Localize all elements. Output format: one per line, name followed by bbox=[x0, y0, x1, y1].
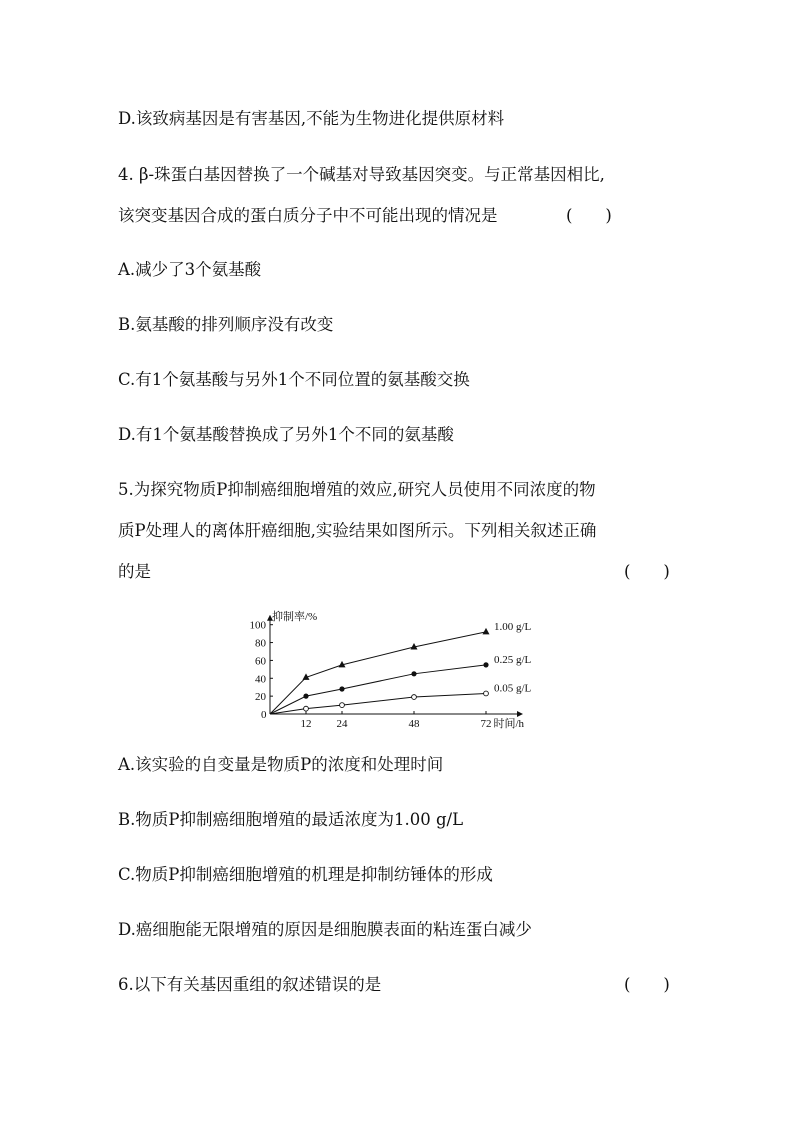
series-label: 0.05 g/L bbox=[494, 682, 532, 695]
data-point-open-circle bbox=[304, 706, 309, 711]
x-tick-label: 48 bbox=[408, 718, 420, 730]
series-label: 1.00 g/L bbox=[494, 620, 532, 633]
q5-option-b: B.物质P抑制癌细胞增殖的最适浓度为1.00 g/L bbox=[118, 810, 464, 829]
x-tick-label: 12 bbox=[300, 718, 312, 730]
origin-label: 0 bbox=[261, 709, 267, 721]
chart-series-lines bbox=[270, 632, 486, 714]
series-line bbox=[270, 665, 486, 714]
data-point-open-circle bbox=[412, 695, 417, 700]
series-line bbox=[270, 632, 486, 714]
data-point-filled-circle bbox=[483, 662, 488, 667]
y-tick-label: 80 bbox=[255, 637, 266, 650]
q4-option-d: D.有1个氨基酸替换成了另外1个不同的氨基酸 bbox=[118, 425, 454, 444]
y-tick-label: 60 bbox=[255, 655, 266, 668]
chart-series-labels bbox=[494, 621, 532, 695]
q4-stem-line2: 该突变基因合成的蛋白质分子中不可能出现的情况是 bbox=[118, 206, 498, 225]
chart-axes bbox=[261, 609, 525, 730]
data-point-filled-circle bbox=[411, 671, 416, 676]
q4-option-c: C.有1个氨基酸与另外1个不同位置的氨基酸交换 bbox=[118, 370, 470, 389]
y-tick-label: 20 bbox=[255, 691, 266, 704]
x-tick-label: 24 bbox=[336, 718, 348, 730]
data-point-open-circle bbox=[340, 703, 345, 708]
inhibition-rate-chart bbox=[235, 600, 565, 735]
data-point-open-circle bbox=[484, 691, 489, 696]
q4-option-a: A.减少了3个氨基酸 bbox=[118, 260, 262, 279]
chart-ticks bbox=[250, 620, 492, 730]
y-axis-label: 抑制率/% bbox=[272, 610, 318, 623]
q5-stem-line1: 5.为探究物质P抑制癌细胞增殖的效应,研究人员使用不同浓度的物 bbox=[118, 480, 596, 499]
data-point-filled-circle bbox=[303, 694, 308, 699]
q5-stem-line3: 的是 bbox=[118, 562, 151, 581]
q3-option-d: D.该致病基因是有害基因,不能为生物进化提供原材料 bbox=[118, 109, 505, 128]
q6-stem: 6.以下有关基因重组的叙述错误的是 bbox=[118, 975, 382, 994]
q5-answer-paren: ( ) bbox=[624, 562, 670, 581]
q4-stem-line1: 4. β-珠蛋白基因替换了一个碱基对导致基因突变。与正常基因相比, bbox=[118, 165, 605, 184]
q5-option-c: C.物质P抑制癌细胞增殖的机理是抑制纺锤体的形成 bbox=[118, 865, 493, 884]
y-tick-label: 40 bbox=[255, 673, 266, 686]
data-point-triangle bbox=[483, 628, 490, 635]
data-point-filled-circle bbox=[339, 686, 344, 691]
q4-answer-paren: ( ) bbox=[566, 206, 612, 225]
q4-option-b: B.氨基酸的排列顺序没有改变 bbox=[118, 315, 334, 334]
q5-stem-line2: 质P处理人的离体肝癌细胞,实验结果如图所示。下列相关叙述正确 bbox=[118, 521, 597, 540]
series-label: 0.25 g/L bbox=[494, 653, 532, 666]
q6-answer-paren: ( ) bbox=[624, 975, 670, 994]
x-axis-label: 时间/h bbox=[493, 718, 525, 730]
series-line bbox=[270, 693, 486, 714]
x-tick-label: 72 bbox=[480, 718, 492, 730]
q5-option-a: A.该实验的自变量是物质P的浓度和处理时间 bbox=[118, 755, 444, 774]
q5-option-d: D.癌细胞能无限增殖的原因是细胞膜表面的粘连蛋白减少 bbox=[118, 920, 532, 939]
y-tick-label: 100 bbox=[249, 619, 266, 632]
